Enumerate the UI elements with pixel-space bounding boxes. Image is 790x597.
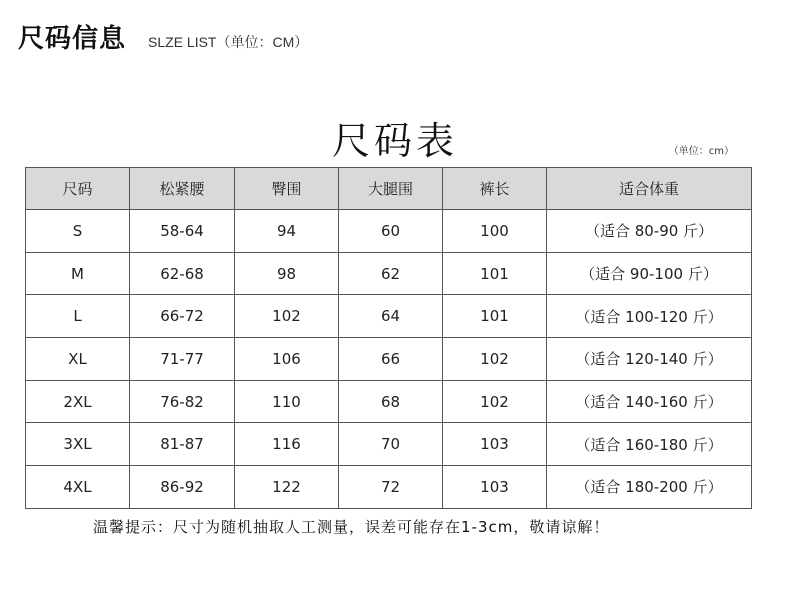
page-title: 尺码信息	[18, 24, 127, 54]
table-cell: S	[26, 210, 130, 253]
unit-note: （单位：cm）	[668, 146, 734, 157]
table-cell: 101	[443, 295, 547, 338]
table-row	[26, 338, 752, 381]
table-cell: 60	[339, 210, 443, 253]
table-cell: （适合 100-120 斤）	[547, 295, 752, 338]
table-header-row	[26, 168, 752, 210]
table-cell: 101	[443, 252, 547, 295]
table-cell: 103	[443, 466, 547, 509]
table-cell: 110	[235, 380, 339, 423]
table-cell: 58-64	[130, 210, 235, 253]
table-cell: 116	[235, 423, 339, 466]
table-cell: 64	[339, 295, 443, 338]
table-cell: 4XL	[26, 466, 130, 509]
footer-note: 温馨提示：尺寸为随机抽取人工测量，误差可能存在1-3cm，敬请谅解！	[93, 518, 610, 536]
table-row	[26, 423, 752, 466]
table-cell: L	[26, 295, 130, 338]
table-cell: XL	[26, 338, 130, 381]
table-cell: （适合 140-160 斤）	[547, 380, 752, 423]
table-cell: 70	[339, 423, 443, 466]
table-row	[26, 295, 752, 338]
table-cell: 68	[339, 380, 443, 423]
table-cell: 102	[443, 338, 547, 381]
column-header: 松紧腰	[130, 168, 235, 210]
page-subtitle: SLZE LIST（单位：CM）	[148, 34, 309, 50]
table-cell: 81-87	[130, 423, 235, 466]
table-row	[26, 252, 752, 295]
table-title: 尺码表	[331, 119, 458, 163]
column-header: 裤长	[443, 168, 547, 210]
column-header: 大腿围	[339, 168, 443, 210]
column-header: 尺码	[26, 168, 130, 210]
table-cell: 86-92	[130, 466, 235, 509]
table-row	[26, 210, 752, 253]
table-cell: （适合 180-200 斤）	[547, 466, 752, 509]
table-row	[26, 466, 752, 509]
table-cell: 94	[235, 210, 339, 253]
table-cell: 102	[443, 380, 547, 423]
size-table	[25, 167, 752, 509]
table-cell: 102	[235, 295, 339, 338]
table-cell: 106	[235, 338, 339, 381]
column-header: 臀围	[235, 168, 339, 210]
table-cell: 98	[235, 252, 339, 295]
table-cell: 72	[339, 466, 443, 509]
table-cell: 103	[443, 423, 547, 466]
table-cell: （适合 80-90 斤）	[547, 210, 752, 253]
table-cell: 76-82	[130, 380, 235, 423]
table-cell: （适合 160-180 斤）	[547, 423, 752, 466]
table-cell: 62-68	[130, 252, 235, 295]
table-row	[26, 380, 752, 423]
page-header	[18, 18, 308, 58]
table-cell: （适合 120-140 斤）	[547, 338, 752, 381]
table-cell: 100	[443, 210, 547, 253]
table-cell: 71-77	[130, 338, 235, 381]
column-header: 适合体重	[547, 168, 752, 210]
table-cell: 66-72	[130, 295, 235, 338]
table-cell: 62	[339, 252, 443, 295]
table-cell: 66	[339, 338, 443, 381]
table-cell: （适合 90-100 斤）	[547, 252, 752, 295]
table-cell: 122	[235, 466, 339, 509]
table-cell: M	[26, 252, 130, 295]
table-cell: 2XL	[26, 380, 130, 423]
table-cell: 3XL	[26, 423, 130, 466]
